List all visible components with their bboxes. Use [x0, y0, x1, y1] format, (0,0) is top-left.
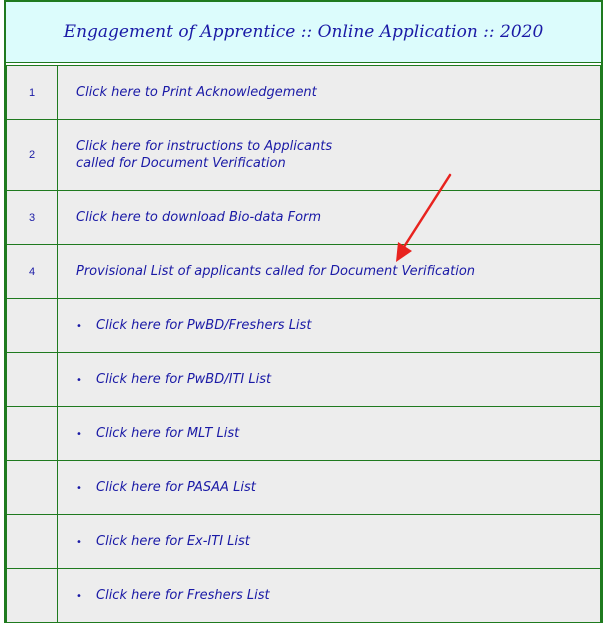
table-row — [7, 66, 601, 120]
bullet-icon: • — [76, 321, 82, 332]
bullet-icon: • — [76, 483, 82, 494]
bullet-icon: • — [76, 537, 82, 548]
bullet-icon: • — [76, 429, 82, 440]
freshers-list-link[interactable]: Click here for Freshers List — [96, 588, 270, 603]
table-row — [7, 407, 601, 461]
ex-iti-list-link[interactable]: Click here for Ex-ITI List — [96, 534, 250, 549]
table-row — [7, 515, 601, 569]
pasaa-list-link[interactable]: Click here for PASAA List — [96, 480, 256, 495]
table-row — [7, 120, 601, 191]
bullet-icon: • — [76, 375, 82, 386]
instructions-link-line1: Click here for instructions to Applicants — [76, 139, 333, 154]
pwbd-freshers-list-link[interactable]: Click here for PwBD/Freshers List — [96, 318, 312, 333]
table-row — [7, 569, 601, 623]
row-number: 1 — [7, 66, 58, 120]
pwbd-iti-list-link[interactable]: Click here for PwBD/ITI List — [96, 372, 272, 387]
provisional-list-heading: Provisional List of applicants called for Document Verification — [58, 245, 601, 299]
row-number: 3 — [7, 191, 58, 245]
print-acknowledgement-link[interactable]: Click here to Print Acknowledgement — [76, 85, 317, 100]
bullet-icon: • — [76, 591, 82, 602]
table-row — [7, 191, 601, 245]
table-row — [7, 245, 601, 299]
table-row — [7, 299, 601, 353]
instructions-link-line2: called for Document Verification — [76, 156, 286, 171]
application-panel — [4, 0, 603, 623]
biodata-form-link[interactable]: Click here to download Bio-data Form — [76, 210, 322, 225]
links-table — [6, 65, 601, 623]
instructions-link[interactable] — [76, 138, 600, 172]
page-title: Engagement of Apprentice :: Online Application :: 2020 — [63, 22, 544, 42]
page-header — [6, 2, 601, 63]
row-number: 4 — [7, 245, 58, 299]
row-number: 2 — [7, 120, 58, 191]
mlt-list-link[interactable]: Click here for MLT List — [96, 426, 240, 441]
table-row — [7, 353, 601, 407]
table-row — [7, 461, 601, 515]
